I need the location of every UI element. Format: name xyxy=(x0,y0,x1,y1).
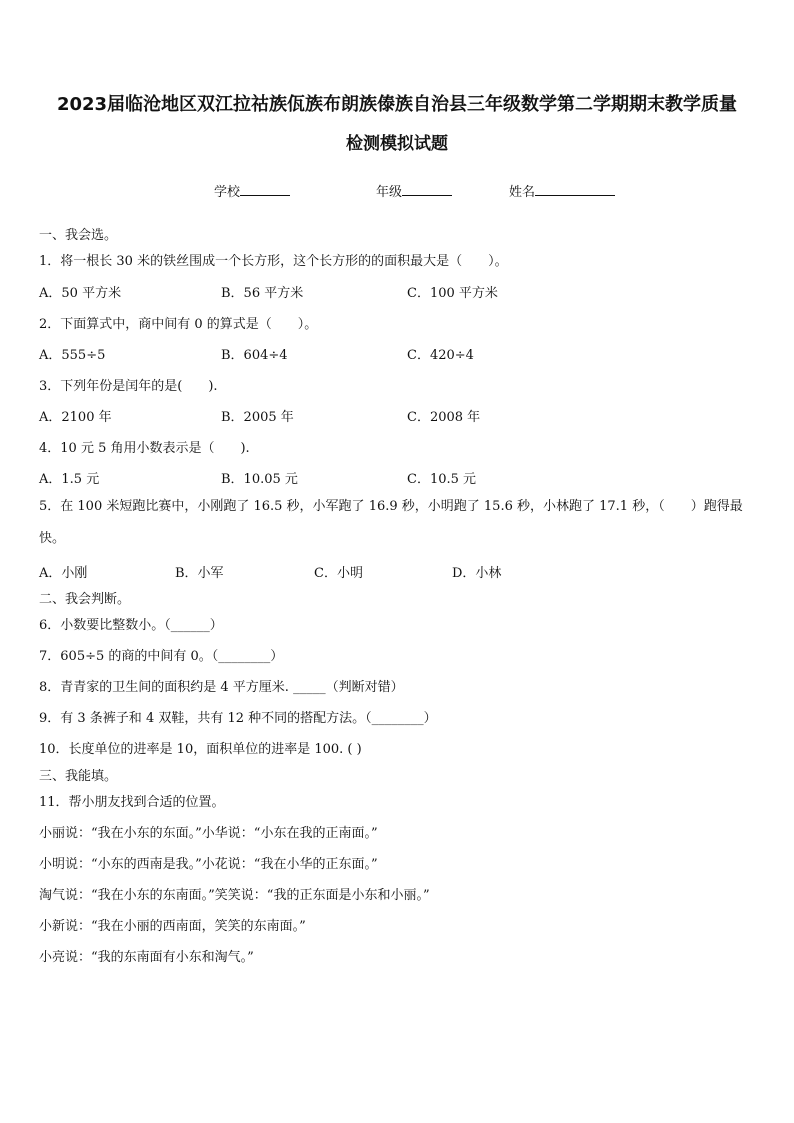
school-label: 学校 xyxy=(214,185,241,200)
question-3: 3．下列年份是闰年的是( ). xyxy=(39,379,218,394)
name-blank[interactable] xyxy=(535,183,615,196)
school-blank[interactable] xyxy=(240,183,290,196)
clue-line: 小明说：“小东的西南是我。”小花说：“我在小华的正东面。” xyxy=(39,857,378,872)
q3-option-a[interactable]: A．2100 年 xyxy=(39,410,112,425)
q5-option-d[interactable]: D．小林 xyxy=(452,566,502,581)
q4-option-c[interactable]: C．10.5 元 xyxy=(407,472,477,487)
question-4: 4．10 元 5 角用小数表示是（ ). xyxy=(39,441,250,456)
q5-option-a[interactable]: A．小刚 xyxy=(39,566,88,581)
section2-heading: 二、我会判断。 xyxy=(39,592,131,607)
q1-option-b[interactable]: B．56 平方米 xyxy=(221,286,304,301)
q2-option-a[interactable]: A．555÷5 xyxy=(39,348,106,363)
question-5: 5．在 100 米短跑比赛中，小刚跑了 16.5 秒，小军跑了 16.9 秒，小明跑了 15.6 秒，小林跑了 17.1 秒，（ ）跑得最快。 xyxy=(39,499,743,546)
q5-option-b[interactable]: B．小军 xyxy=(175,566,224,581)
grade-field xyxy=(376,181,452,200)
name-field xyxy=(509,181,615,200)
question-11: 11．帮小朋友找到合适的位置。 xyxy=(39,795,225,810)
q5-option-c[interactable]: C．小明 xyxy=(314,566,363,581)
q3-option-b[interactable]: B．2005 年 xyxy=(221,410,294,425)
q4-option-a[interactable]: A．1.5 元 xyxy=(39,472,100,487)
name-label: 姓名 xyxy=(509,185,536,200)
q1-option-c[interactable]: C．100 平方米 xyxy=(407,286,498,301)
q2-option-b[interactable]: B．604÷4 xyxy=(221,348,288,363)
question-10: 10．长度单位的进率是 10，面积单位的进率是 100. ( ) xyxy=(39,742,362,757)
question-8: 8．青青家的卫生间的面积约是 4 平方厘米. _____（判断对错） xyxy=(39,680,404,695)
q4-option-b[interactable]: B．10.05 元 xyxy=(221,472,298,487)
question-9: 9．有 3 条裤子和 4 双鞋，共有 12 种不同的搭配方法。（________） xyxy=(39,711,437,726)
school-field xyxy=(214,181,290,200)
q2-option-c[interactable]: C．420÷4 xyxy=(407,348,474,363)
clue-line: 小亮说：“我的东南面有小东和淘气。” xyxy=(39,950,254,965)
clue-line: 小新说：“我在小丽的西南面，笑笑的东南面。” xyxy=(39,919,306,934)
question-6: 6．小数要比整数小。（______） xyxy=(39,618,223,633)
q1-option-a[interactable]: A．50 平方米 xyxy=(39,286,122,301)
question-7: 7．605÷5 的商的中间有 0。（________） xyxy=(39,649,284,664)
q3-option-c[interactable]: C．2008 年 xyxy=(407,410,481,425)
question-1: 1．将一根长 30 米的铁丝围成一个长方形，这个长方形的的面积最大是（ ）。 xyxy=(39,254,508,269)
question-2: 2．下面算式中，商中间有 0 的算式是（ ）。 xyxy=(39,317,318,332)
page-subtitle: 检测模拟试题 xyxy=(346,134,448,154)
page-title: 2023届临沧地区双江拉祜族佤族布朗族傣族自治县三年级数学第二学期期末教学质量 xyxy=(56,94,738,115)
grade-blank[interactable] xyxy=(402,183,452,196)
grade-label: 年级 xyxy=(376,185,403,200)
section1-heading: 一、我会选。 xyxy=(39,228,118,243)
section3-heading: 三、我能填。 xyxy=(39,769,118,784)
clue-line: 小丽说：“我在小东的东面。”小华说：“小东在我的正南面。” xyxy=(39,826,378,841)
clue-line: 淘气说：“我在小东的东南面。”笑笑说：“我的正东面是小东和小丽。” xyxy=(39,888,430,903)
